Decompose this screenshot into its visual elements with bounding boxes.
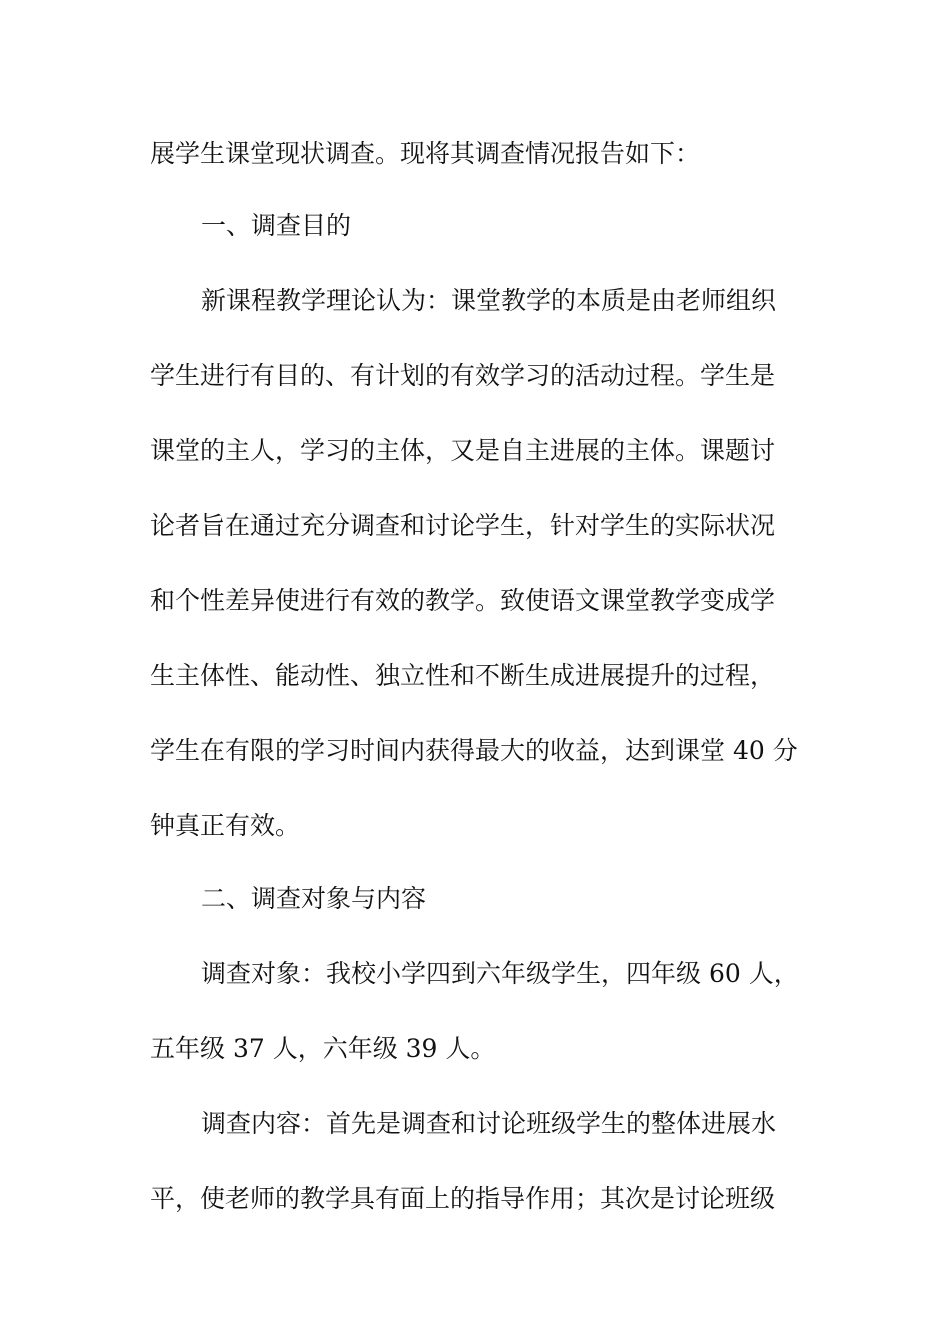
paragraph-line: 和个性差异使进行有效的教学。致使语文课堂教学变成学: [150, 586, 776, 615]
section-heading-subjects: 二、调查对象与内容: [201, 884, 427, 913]
paragraph-line: 调查内容：首先是调查和讨论班级学生的整体进展水: [201, 1109, 777, 1138]
paragraph-line: 生主体性、能动性、独立性和不断生成进展提升的过程，: [150, 661, 776, 690]
paragraph-line: 钟真正有效。: [150, 811, 301, 840]
paragraph-line: 平，使老师的教学具有面上的指导作用；其次是讨论班级: [150, 1184, 776, 1213]
paragraph-line: 课堂的主人，学习的主体，又是自主进展的主体。课题讨: [150, 436, 776, 465]
paragraph-line: 学生在有限的学习时间内获得最大的收益，达到课堂 40 分: [150, 736, 798, 765]
paragraph-line: 新课程教学理论认为：课堂教学的本质是由老师组织: [201, 286, 777, 315]
paragraph-line: 调查对象：我校小学四到六年级学生，四年级 60 人，: [201, 959, 799, 988]
paragraph-line: 论者旨在通过充分调查和讨论学生，针对学生的实际状况: [150, 511, 776, 540]
section-heading-purpose: 一、调查目的: [201, 211, 352, 240]
paragraph-line: 学生进行有目的、有计划的有效学习的活动过程。学生是: [150, 361, 776, 390]
paragraph-line: 展学生课堂现状调查。现将其调查情况报告如下：: [150, 139, 701, 168]
paragraph-line: 五年级 37 人，六年级 39 人。: [150, 1034, 496, 1063]
